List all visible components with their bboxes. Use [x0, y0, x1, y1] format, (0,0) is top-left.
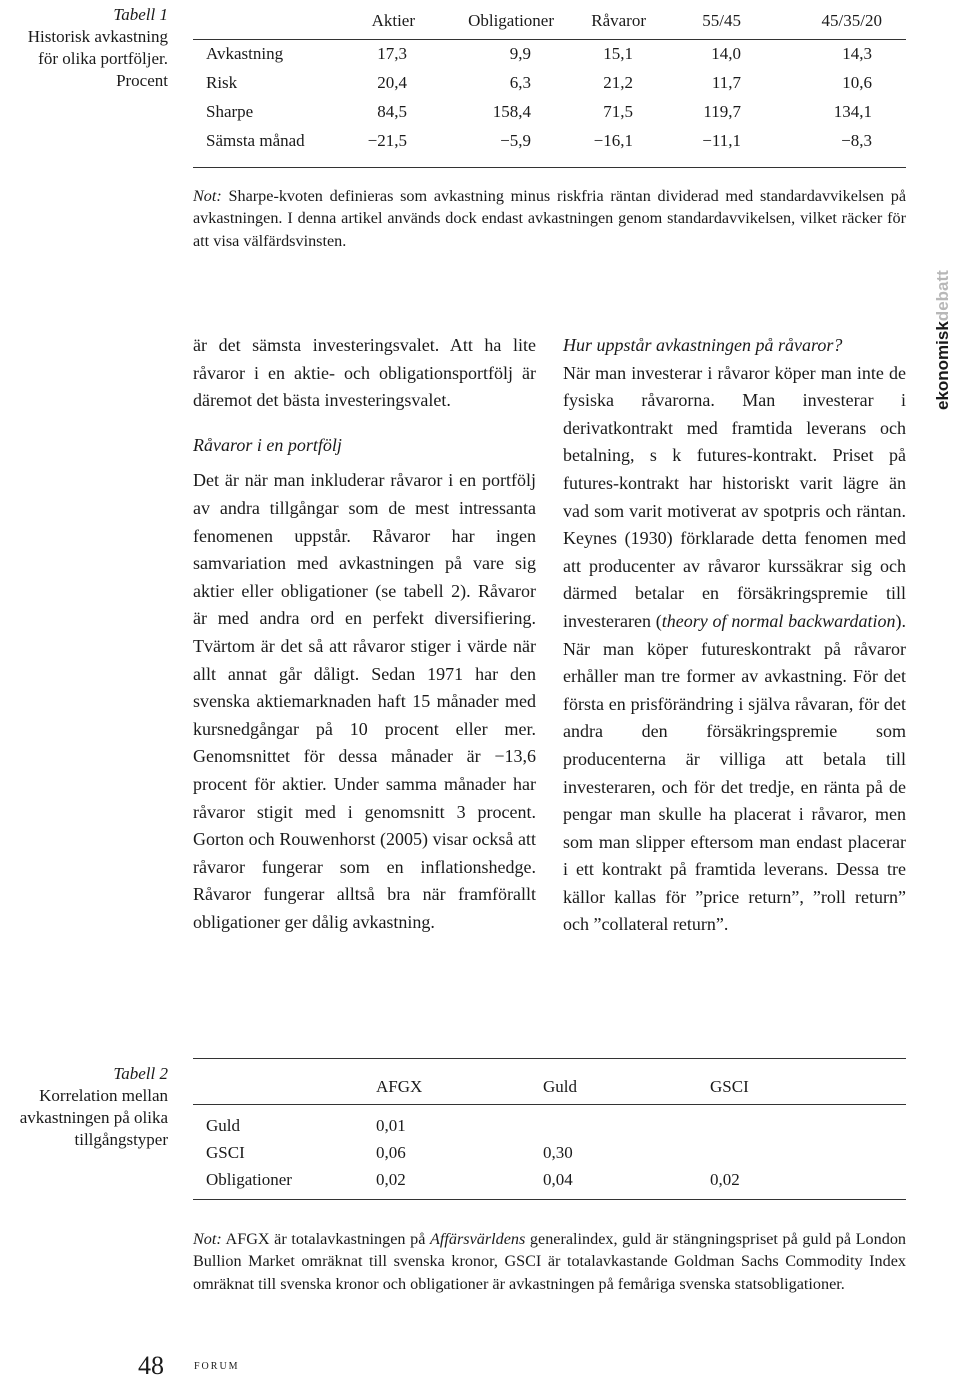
table1-cell: 15,1: [603, 44, 633, 63]
ekonomiskdebatt-logo: [921, 232, 960, 412]
table1-caption-title: Tabell 1: [113, 5, 168, 24]
table1-caption: [0, 4, 168, 92]
table1-cell: −8,3: [841, 131, 872, 150]
table2-note-label: Not:: [193, 1230, 222, 1248]
table2-row-label: Obligationer: [206, 1170, 292, 1189]
table1-header: Aktier: [371, 11, 415, 30]
table2-note-text: generalindex, guld är stängningspriset på guld på London Bullion Market omräknat till svenska kronor, GSCI är totalavkastande Goldman Sachs Commodity Index omräknat till svenska kronor och obligationer är avkastningen på femåriga svenska statsobligationer.: [193, 1230, 907, 1293]
table1-cell: −21,5: [367, 131, 407, 150]
page-number: 48: [138, 1351, 164, 1380]
section-heading: Råvaror i en portfölj: [193, 434, 342, 455]
table1-header: 45/35/20: [821, 11, 882, 30]
table1-cell: −5,9: [500, 131, 531, 150]
table2-row-label: Guld: [206, 1116, 240, 1135]
table2-caption-line: avkastningen på olika: [19, 1108, 168, 1127]
article-left-column: [193, 332, 536, 936]
table1-cell: 10,6: [842, 73, 872, 92]
table2-note-text: AFGX är totalavkastningen på: [225, 1230, 430, 1248]
svg-text:ekonomiskdebatt: [933, 270, 952, 410]
table1-caption-line: Historisk avkastning: [27, 27, 168, 46]
table1-caption-line: Procent: [116, 71, 168, 90]
table2-cell: 0,06: [376, 1143, 406, 1162]
table2-caption-line: Korrelation mellan: [39, 1086, 168, 1105]
paragraph-text: ). När man köper futureskontrakt på råvaror erhåller man tre former av avkastning. För det första en prisförändring i själva råvaran, för det andra den försäkringspremie som producenterna är villiga att betala till investeraren, och för det tredje, en ränta på de pengar man skulle ha placerat i råvaror, men som man slipper eftersom man endast placerar i ett kontrakt på framtida leverans. Dessa tre källor kallas för ”price return”, ”roll return” och ”collateral return”.: [563, 610, 906, 935]
table2-cell: 0,04: [543, 1170, 573, 1189]
table2-header: GSCI: [710, 1077, 749, 1096]
logo-word-ekonomisk: ekonomisk: [933, 321, 952, 410]
paragraph-text: När man investerar i råvaror köper man inte de fysiska råvarorna. Man investerar i derivatkontrakt med framtida leverans och betalning, s k futures-kontrakt. Priset på futures-kontrakt har historiskt varit lägre än vad som varit motiverat av spotpris och räntan. Keynes (1930) förklarade detta fenomen med att producenter av råvaror kurssäkrar sig och därmed betalar en försäkringspremie till investeraren (: [563, 362, 906, 631]
table1-cell: 134,1: [833, 102, 872, 121]
table1-cell: −11,1: [702, 131, 741, 150]
table1-cell: 21,2: [603, 73, 633, 92]
article-right-column: [563, 332, 906, 939]
table2-cell: 0,01: [376, 1116, 406, 1135]
table1-cell: 158,4: [492, 102, 531, 121]
table2-mid-rule: [193, 1104, 906, 1105]
table2-cell: 0,30: [543, 1143, 573, 1162]
journal-name: forum: [194, 1358, 240, 1373]
table2-caption-title: Tabell 2: [113, 1064, 168, 1083]
table2-caption-line: tillgångstyper: [74, 1130, 168, 1149]
section-heading: Hur uppstår avkastningen på råvaror?: [563, 335, 843, 355]
paragraph: Det är när man inkluderar råvaror i en portfölj av andra tillgångar som de mest intressanta fenomenen uppstår. Råvaror har ingen samvariation med avkastningen på vare sig aktier eller obligationer (se tabell 2). Råvaror är med andra ord en perfekt diversifiering. Tvärtom är det så att råvaror stiger i värde när allt annat går dåligt. Sedan 1971 har den svenska aktiemarknaden haft 15 månader med kursnedgångar på 10 procent eller mer. Genomsnittet för dessa månader är −13,6 procent för aktier. Under samma månader har råvaror stigit med i genomsnitt 3 procent. Gorton och Rouwenhorst (2005) visar också att råvaror fungerar som en inflationshedge. Råvaror fungerar alltså bra när framförallt obligationer ger dålig avkastning.: [193, 470, 536, 932]
logo-word-debatt: debatt: [933, 270, 952, 322]
table1-cell: 9,9: [509, 44, 531, 63]
table1-note-label: Not:: [193, 187, 222, 205]
paragraph: är det sämsta investeringsvalet. Att ha lite råvaror i en aktie- och obligationsportfölj är däremot det bästa investeringsvalet.: [193, 335, 536, 411]
italic-term: theory of normal backwardation: [661, 610, 896, 631]
table2-top-rule: [193, 1058, 906, 1059]
table1-caption-line: för olika portföljer.: [38, 49, 168, 68]
paragraph: [563, 360, 906, 939]
table1-note-text: Sharpe-kvoten definieras som avkastning minus riskfria räntan dividerad med standardavvikelsen på avkastningen. I denna artikel används dock endast avkastningen genom standardavvikelsen, vilket räcker för att visa välfärdsvinsten.: [193, 187, 906, 250]
table2-header: Guld: [543, 1077, 577, 1096]
table2-caption: [0, 1063, 168, 1151]
table1-note: [193, 185, 906, 252]
table2-note-italic: Affärsvärldens: [430, 1230, 526, 1248]
table1-cell: 11,7: [711, 73, 741, 92]
table2-bottom-rule: [193, 1199, 906, 1200]
table1-cell: 14,3: [842, 44, 872, 63]
table2-note: [193, 1228, 906, 1295]
table1-row-label: Sämsta månad: [206, 131, 305, 150]
table1-cell: 71,5: [603, 102, 633, 121]
table1-header: 55/45: [702, 11, 741, 30]
table2-cell: 0,02: [710, 1170, 740, 1189]
table1-cell: 17,3: [377, 44, 407, 63]
table1-cell: −16,1: [593, 131, 633, 150]
table2-row-label: GSCI: [206, 1143, 245, 1162]
table1-cell: 6,3: [509, 73, 531, 92]
table1-bottom-rule: [193, 167, 906, 168]
table1-header: Obligationer: [468, 11, 554, 30]
table2-header: AFGX: [376, 1077, 423, 1096]
table1-top-rule: [193, 39, 906, 40]
table2-cell: 0,02: [376, 1170, 406, 1189]
table1-cell: 119,7: [703, 102, 741, 121]
table1-cell: 84,5: [377, 102, 407, 121]
table1-cell: 14,0: [711, 44, 741, 63]
table1-row-label: Sharpe: [206, 102, 254, 121]
table1-row-label: Avkastning: [206, 44, 284, 63]
table1-cell: 20,4: [377, 73, 407, 92]
table1-header: Råvaror: [591, 11, 646, 30]
table1-row-label: Risk: [206, 73, 238, 92]
